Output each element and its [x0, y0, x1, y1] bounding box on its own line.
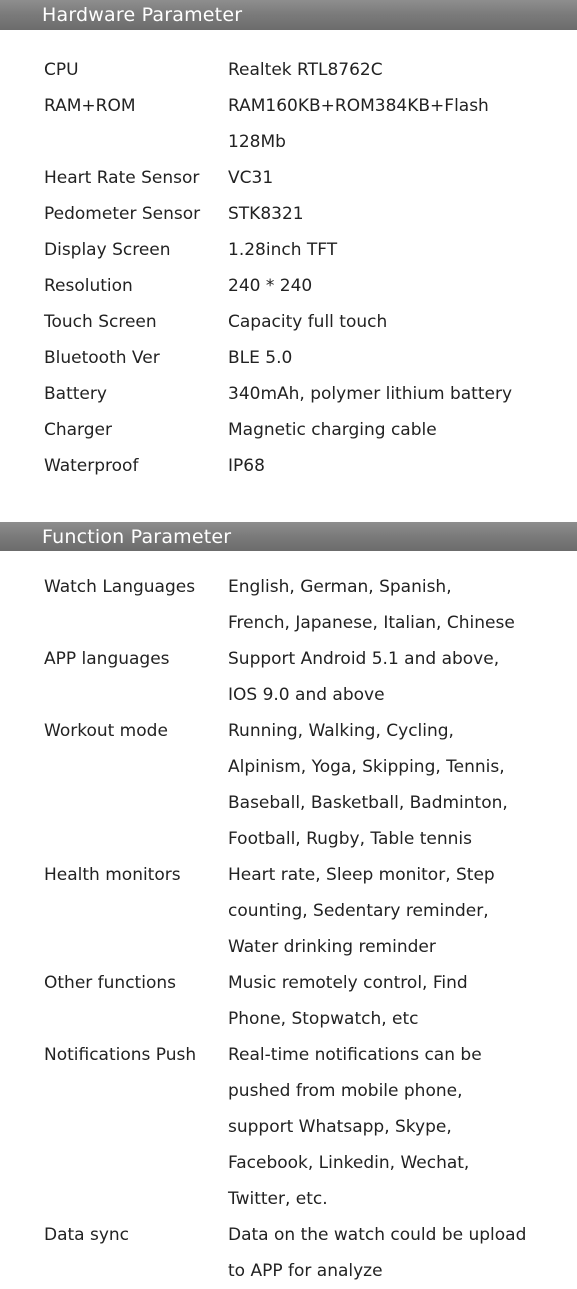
param-value: RAM160KB+ROM384KB+Flash 128Mb — [228, 96, 489, 152]
param-label: Heart Rate Sensor — [44, 168, 200, 188]
param-label: Other functions — [44, 973, 176, 993]
param-value: BLE 5.0 — [228, 348, 293, 368]
table-row — [44, 448, 564, 484]
table-row — [44, 52, 564, 88]
param-label: Touch Screen — [44, 312, 157, 332]
table-row — [44, 340, 564, 376]
param-value: English, German, Spanish, French, Japanese, Italian, Chinese — [228, 577, 515, 633]
param-label: Battery — [44, 384, 107, 404]
table-row — [44, 160, 564, 196]
table-row — [44, 965, 564, 1037]
param-value: Magnetic charging cable — [228, 420, 437, 440]
param-label: Resolution — [44, 276, 133, 296]
param-value: Running, Walking, Cycling, Alpinism, Yoga, Skipping, Tennis, Baseball, Basketball, Badminton, Football, Rugby, Table tennis — [228, 721, 508, 849]
param-value: VC31 — [228, 168, 274, 188]
table-row — [44, 232, 564, 268]
table-row — [44, 412, 564, 448]
param-value: STK8321 — [228, 204, 304, 224]
param-value: Data on the watch could be upload to APP for analyze — [228, 1225, 527, 1281]
param-label: CPU — [44, 60, 79, 80]
param-value: 1.28inch TFT — [228, 240, 338, 260]
param-value: Real-time notifications can be pushed from mobile phone, support Whatsapp, Skype, Facebook, Linkedin, Wechat, Twitter, etc. — [228, 1045, 482, 1209]
table-row — [44, 1037, 564, 1217]
table-row — [44, 857, 564, 965]
table-row — [44, 713, 564, 857]
table-row — [44, 88, 564, 160]
param-label: Display Screen — [44, 240, 171, 260]
table-row — [44, 376, 564, 412]
param-label: Pedometer Sensor — [44, 204, 201, 224]
table-row — [44, 1217, 564, 1289]
param-label: Watch Languages — [44, 577, 196, 597]
param-value: Support Android 5.1 and above, IOS 9.0 and above — [228, 649, 500, 705]
table-row — [44, 196, 564, 232]
table-row — [44, 304, 564, 340]
param-label: RAM+ROM — [44, 96, 136, 116]
table-row — [44, 569, 564, 641]
param-value: Music remotely control, Find Phone, Stopwatch, etc — [228, 973, 468, 1029]
function-parameter-header: Function Parameter — [0, 522, 577, 551]
param-label: APP languages — [44, 649, 170, 669]
param-label: Workout mode — [44, 721, 168, 741]
hardware-parameter-header: Hardware Parameter — [0, 0, 577, 30]
table-row — [44, 641, 564, 713]
param-value: 340mAh, polymer lithium battery — [228, 384, 513, 404]
param-value: Capacity full touch — [228, 312, 388, 332]
param-value: 240 * 240 — [228, 276, 313, 296]
function-parameter-table — [44, 569, 564, 1289]
param-value: Heart rate, Sleep monitor, Step counting, Sedentary reminder, Water drinking reminder — [228, 865, 495, 957]
param-label: Charger — [44, 420, 112, 440]
param-value: Realtek RTL8762C — [228, 60, 383, 80]
param-label: Health monitors — [44, 865, 181, 885]
param-label: Bluetooth Ver — [44, 348, 160, 368]
hardware-parameter-table — [44, 52, 564, 484]
param-label: Waterproof — [44, 456, 139, 476]
param-label: Notifications Push — [44, 1045, 197, 1065]
param-value: IP68 — [228, 456, 265, 476]
param-label: Data sync — [44, 1225, 130, 1245]
table-row — [44, 268, 564, 304]
